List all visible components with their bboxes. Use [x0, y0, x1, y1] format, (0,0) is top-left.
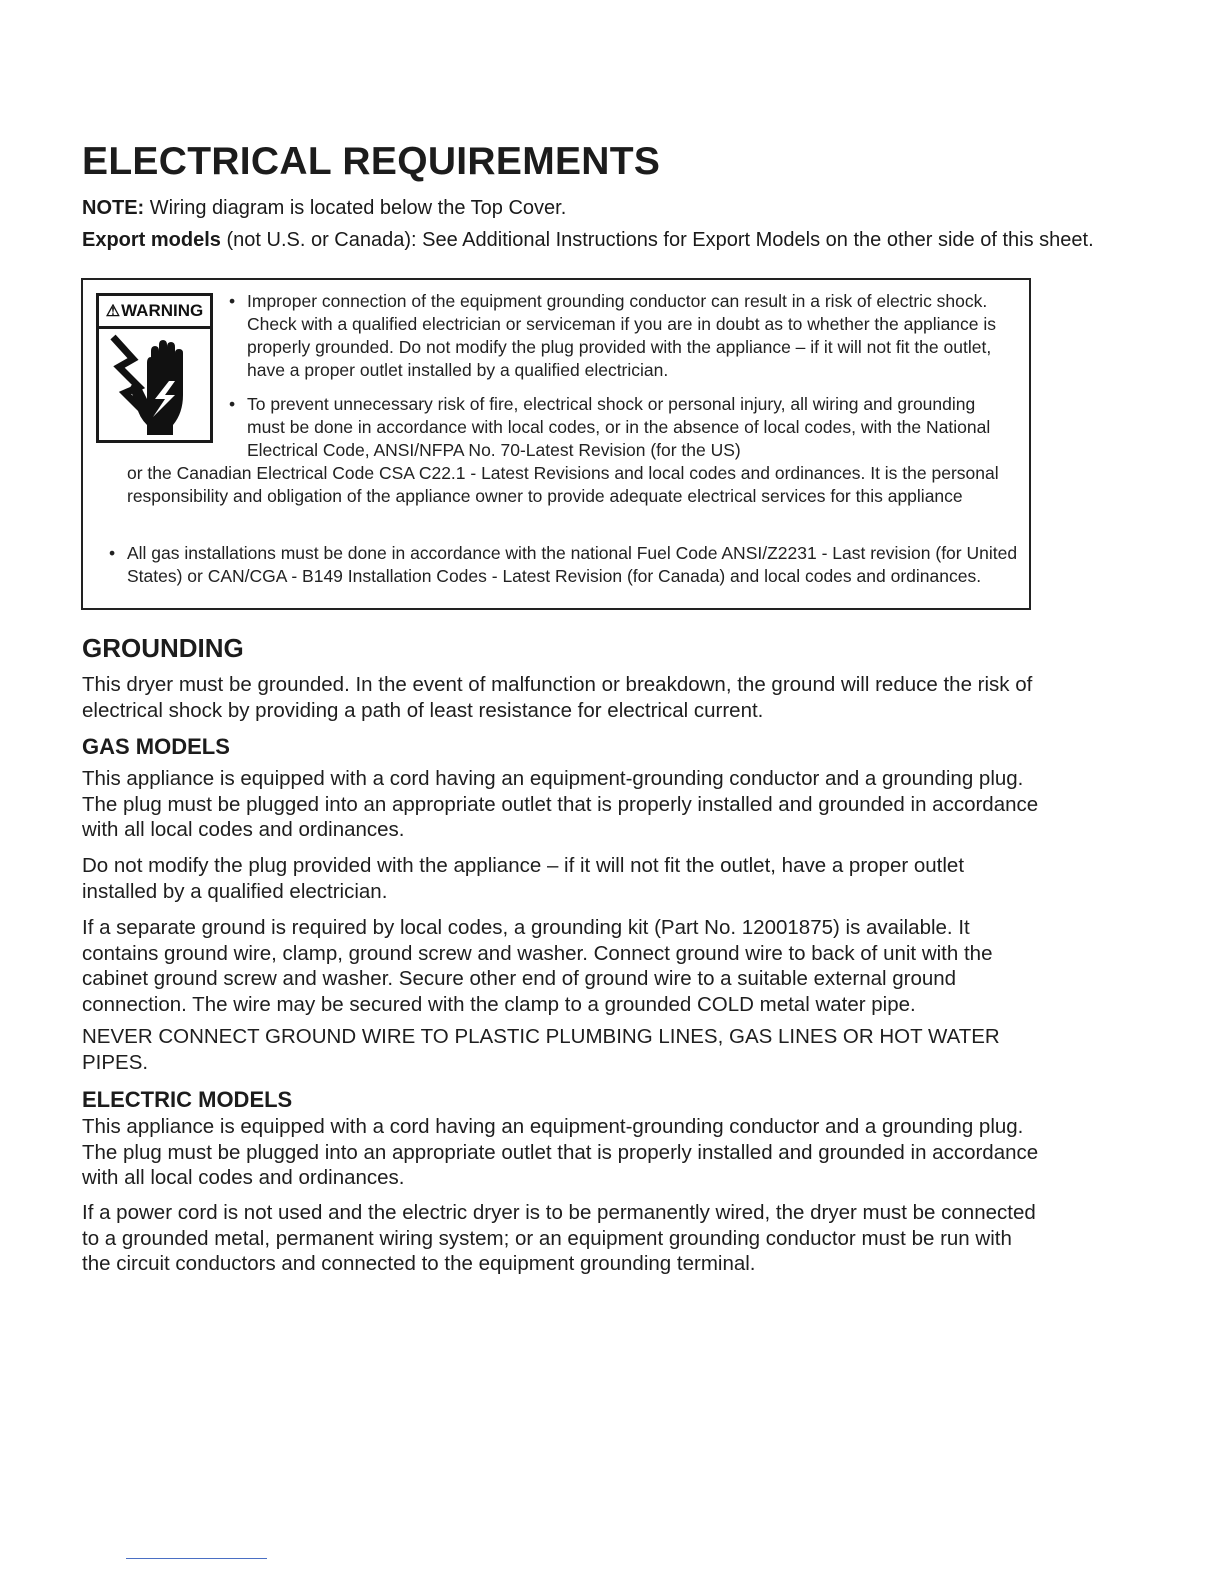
warning-symbol [96, 293, 213, 443]
warning-bullet-1 [229, 290, 1017, 382]
note-text: Wiring diagram is located below the Top Cover. [149, 197, 567, 219]
gas-models-heading: GAS MODELS [82, 734, 230, 759]
export-text: (not U.S. or Canada): See Additional Instructions for Export Models on the other side of this sheet. [226, 229, 1094, 251]
warning-bullet-2-continued: or the Canadian Electrical Code CSA C22.1 - Latest Revisions and local codes and ordinances. It is the personal responsibility and obligation of the appliance owner to provide adequate electrical services for this appliance [127, 463, 999, 506]
electric-models-paragraph-1: This appliance is equipped with a cord having an equipment-grounding conductor and a grounding plug. The plug must be plugged into an appropriate outlet that is properly installed and grounded in accordance with all local codes and ordinances. [82, 1115, 1039, 1189]
warning-bullet-2 [229, 393, 1017, 462]
note-line [82, 192, 1094, 224]
warning-label-text: WARNING [121, 301, 204, 320]
gas-models-paragraph-3: If a separate ground is required by local codes, a grounding kit (Part No. 12001875) is available. It contains ground wire, clamp, ground screw and washer. Connect ground wire to back of unit with the cabinet ground screw and washer. Secure other end of ground wire to a suitable external ground connection. The wire may be secured with the clamp to a grounded COLD metal water pipe. [82, 916, 993, 1016]
note-label: NOTE: [82, 197, 145, 219]
electric-models-heading: ELECTRIC MODELS [82, 1087, 293, 1112]
export-line [82, 224, 1094, 256]
warning-bullet-3-text: All gas installations must be done in accordance with the national Fuel Code ANSI/Z2231 - Last revision (for United States) or CAN/CGA - B149 Installation Codes - Latest Revision (for Canada) and local codes and ordinances. [127, 543, 1018, 586]
grounding-text: This dryer must be grounded. In the event of malfunction or breakdown, the ground will reduce the risk of electrical shock by providing a path of least resistance for electrical current. [82, 673, 1033, 722]
warning-bullet-2-text: To prevent unnecessary risk of fire, electrical shock or personal injury, all wiring and grounding must be done in accordance with local codes, or in the absence of local codes, with the National Electrical Code, ANSI/NFPA No. 70-Latest Revision (for the US) [247, 394, 991, 460]
footer-rule [126, 1558, 267, 1559]
warning-box [81, 278, 1031, 610]
warning-bullet-3 [109, 542, 1022, 588]
electric-models-paragraph-2: If a power cord is not used and the electric dryer is to be permanently wired, the dryer must be connected to a grounded metal, permanent wiring system; or an equipment grounding conductor must be run with the circuit conductors and connected to the equipment grounding terminal. [82, 1201, 1036, 1275]
warning-label [99, 296, 210, 326]
bullet-mark: • [109, 543, 116, 563]
page-title: ELECTRICAL REQUIREMENTS [82, 140, 661, 183]
gas-models-paragraph-2: Do not modify the plug provided with the appliance – if it will not fit the outlet, have a proper outlet installed by a qualified electrician. [82, 854, 965, 903]
export-label: Export models [82, 229, 221, 251]
grounding-heading: GROUNDING [82, 633, 244, 663]
warning-triangle-icon: ⚠ [105, 303, 121, 320]
bullet-mark: • [229, 394, 236, 414]
gas-models-warning: NEVER CONNECT GROUND WIRE TO PLASTIC PLUMBING LINES, GAS LINES OR HOT WATER PIPES. [82, 1025, 1000, 1074]
intro-notes [82, 192, 1094, 256]
warning-bullet-1-text: Improper connection of the equipment grounding conductor can result in a risk of electric shock. Check with a qualified electrician or serviceman if you are in doubt as to whether the appliance is properly grounded. Do not modify the plug provided with the appliance – if it will not fit the outlet, have a proper outlet installed by a qualified electrician. [247, 291, 997, 380]
gas-models-paragraph-1: This appliance is equipped with a cord having an equipment-grounding conductor and a grounding plug. The plug must be plugged into an appropriate outlet that is properly installed and grounded in accordance with all local codes and ordinances. [82, 767, 1039, 841]
electric-shock-hazard-icon [99, 329, 210, 440]
bullet-mark: • [229, 291, 236, 311]
